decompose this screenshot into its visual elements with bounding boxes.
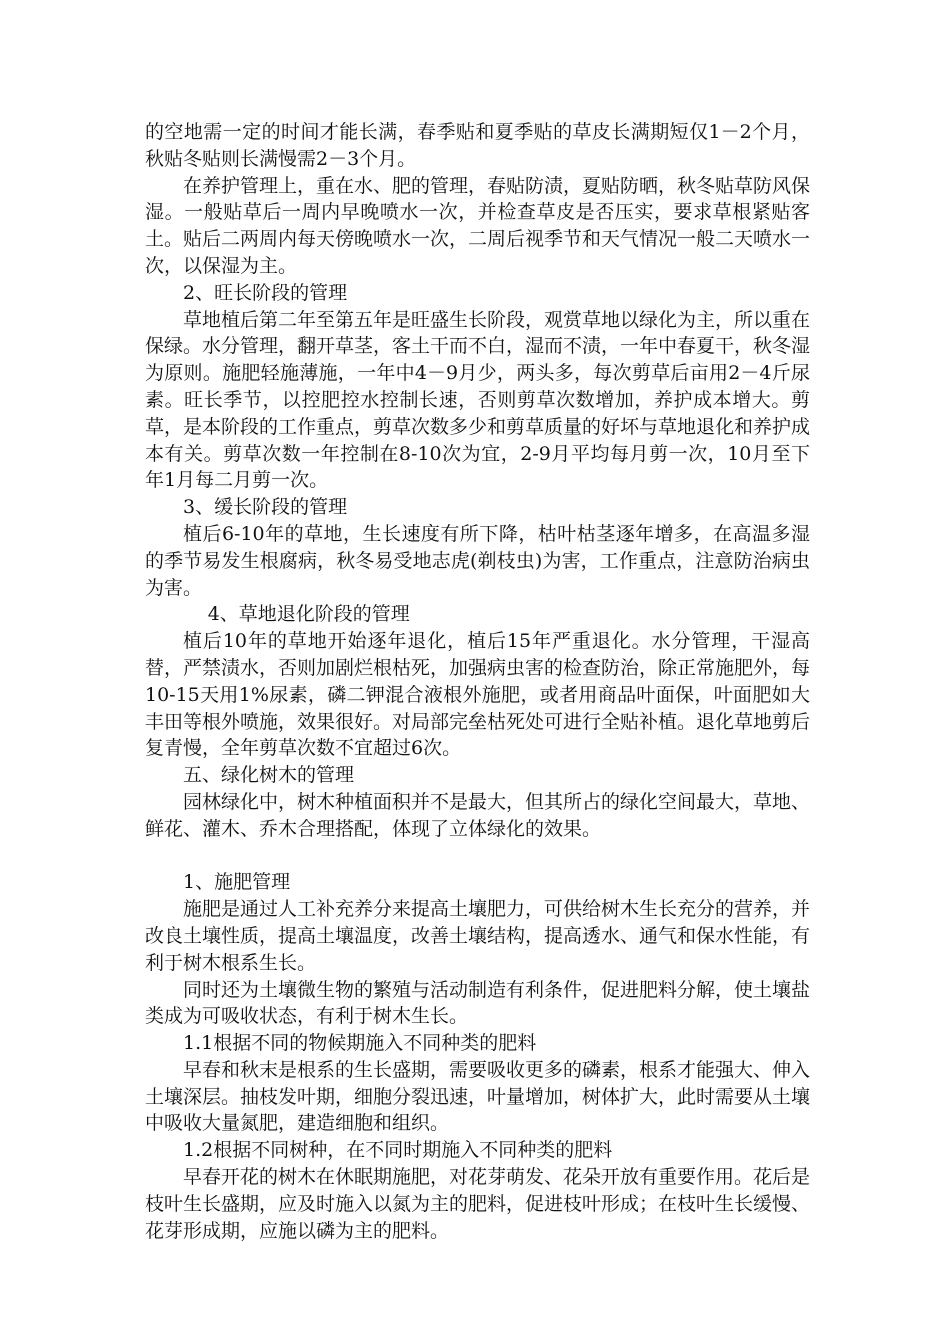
heading-species-fertilizer: 1.2根据不同树种，在不同时期施入不同种类的肥料 bbox=[183, 1139, 613, 1162]
heading-phenology-fertilizer: 1.1根据不同的物候期施入不同种类的肥料 bbox=[183, 1032, 537, 1055]
paragraph-species-fertilizer: 早春开花的树木在休眠期施肥，对花芽萌发、花朵开放有重要作用。花后是枝叶生长盛期，应及时施入以氮为主的肥料，促进枝叶形成；在枝叶生长缓慢、花芽形成期，应施以磷为主的肥料。 bbox=[145, 1166, 811, 1242]
document-page bbox=[145, 119, 810, 1244]
heading-vigorous-stage: 2、旺长阶段的管理 bbox=[183, 281, 348, 304]
paragraph-maintenance: 在养护管理上，重在水、肥的管理，春贴防渍，夏贴防晒，秋冬贴草防风保湿。一般贴草后一周内早晚喷水一次，并检查草皮是否压实，要求草根紧贴客土。贴后二两周内每天傍晚喷水一次，二周后视季节和天气情况一般二天喷水一次，以保湿为主。 bbox=[145, 174, 811, 277]
paragraph-degradation-stage: 植后10年的草地开始逐年退化，植后15年严重退化。水分管理，干湿高替，严禁渍水，否则加剧烂根枯死，加强病虫害的检查防治，除正常施肥外，每10-15天用1%尿素，磷二钾混合液根外施肥，或者用商品叶面保，叶面肥如大丰田等根外喷施，效果很好。对局部完垒枯死处可进行全贴补植。退化草地剪后复青慢，全年剪草次数不宜超过6次。 bbox=[145, 630, 811, 760]
blank-line bbox=[145, 843, 810, 870]
paragraph-vigorous-stage: 草地植后第二年至第五年是旺盛生长阶段，观赏草地以绿化为主，所以重在保绿。水分管理，翻开草茎，客土干而不白，湿而不渍，一年中春夏干，秋冬湿为原则。施肥轻施薄施，一年中4－9月少，两头多，每次剪草后亩用2－4斤尿素。旺长季节，以控肥控水控制长速，否则剪草次数增加，养护成本增大。剪草，是本阶段的工作重点，剪草次数多少和剪草质量的好坏与草地退化和养护成本有关。剪草次数一年控制在8-10次为宜，2-9月平均每月剪一次，10月至下年1月每二月剪一次。 bbox=[145, 308, 811, 492]
paragraph-tree-management: 园林绿化中，树木种植面积并不是最大，但其所占的绿化空间最大，草地、鲜花、灌木、乔木合理搭配，体现了立体绿化的效果。 bbox=[145, 790, 811, 840]
heading-degradation-stage: 4、草地退化阶段的管理 bbox=[207, 603, 410, 626]
paragraph-fertilization: 施肥是通过人工补充养分来提高土壤肥力，可供给树木生长充分的营养，并改良土壤性质，提高土壤温度，改善土壤结构，提高透水、通气和保水性能，有利于树木根系生长。 bbox=[145, 898, 811, 974]
heading-tree-management: 五、绿化树木的管理 bbox=[183, 764, 355, 787]
paragraph-microbes: 同时还为土壤微生物的繁殖与活动制造有利条件，促进肥料分解，使土壤盐类成为可吸收状态，有利于树木生长。 bbox=[145, 978, 811, 1028]
paragraph-continuation: 的空地需一定的时间才能长满，春季贴和夏季贴的草皮长满期短仅1－2个月，秋贴冬贴则长满慢需2－3个月。 bbox=[145, 121, 810, 170]
heading-slow-growth-stage: 3、缓长阶段的管理 bbox=[183, 496, 348, 519]
paragraph-phenology-fertilizer: 早春和秋末是根系的生长盛期，需要吸收更多的磷素，根系才能强大、伸入土壤深层。抽枝发叶期，细胞分裂迅速，叶量增加，树体扩大，此时需要从土壤中吸收大量氮肥，建造细胞和组织。 bbox=[145, 1058, 811, 1135]
heading-fertilization: 1、施肥管理 bbox=[183, 871, 291, 894]
paragraph-slow-growth-stage: 植后6-10年的草地，生长速度有所下降，枯叶枯茎逐年增多，在高温多湿的季节易发生根腐病，秋冬易受地志虎(剃枝虫)为害，工作重点，注意防治病虫为害。 bbox=[145, 522, 810, 599]
